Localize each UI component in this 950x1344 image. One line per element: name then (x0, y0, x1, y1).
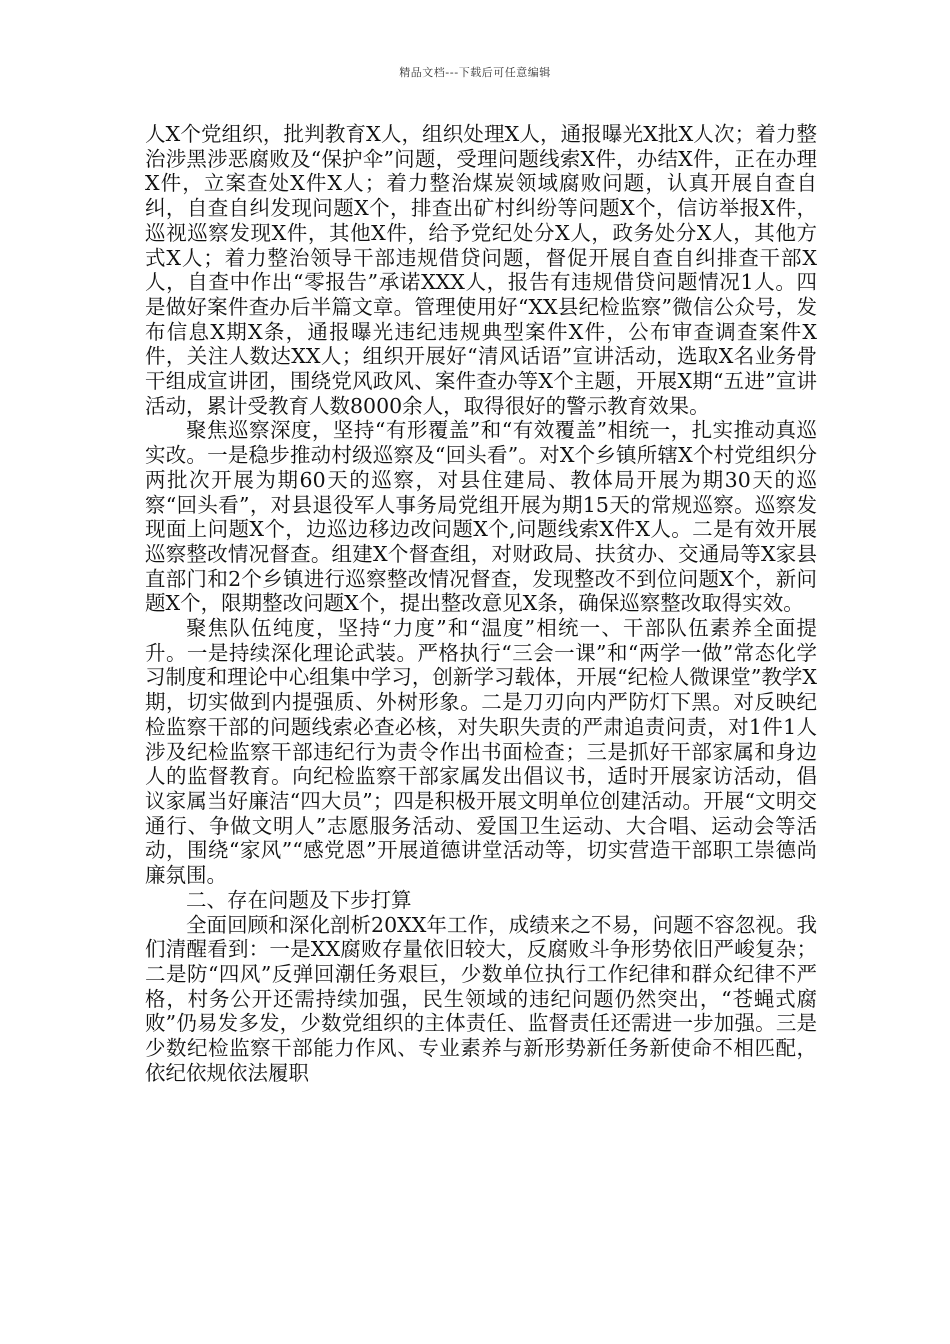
section-heading: 二、存在问题及下步打算 (186, 887, 412, 912)
paragraph-problems: 全面回顾和深化剖析20XX年工作，成绩来之不易，问题不容忽视。我们清醒看到：一是XX腐败存量依旧较大，反腐败斗争形势依旧严峻复杂；二是防“四风”反弹回潮任务艰巨，少数单位执行工作纪律和群众纪律不严格，村务公开还需持续加强，民生领域的违纪问题仍然突出，“苍蝇式腐败”仍易发多发，少数党组织的主体责任、监督责任还需进一步加强。三是少数纪检监察干部能力作风、专业素养与新形势新任务新使命不相匹配，依纪依规依法履职 (145, 912, 817, 1085)
paragraph-team-building: 聚焦队伍纯度，坚持“力度”和“温度”相统一、干部队伍素养全面提升。一是持续深化理论武装。严格执行“三会一课”和“两学一做”常态化学习制度和理论中心组集中学习，创新学习载体，开展“纪检人微课堂”教学X期，切实做到内提强质、外树形象。二是刀刃向内严防灯下黑。对反映纪检监察干部的问题线索必查必核，对失职失责的严肃追责问责，对1件1人涉及纪检监察干部违纪行为责令作出书面检查；三是抓好干部家属和身边人的监督教育。向纪检监察干部家属发出倡议书，适时开展家访活动，倡议家属当好廉洁“四大员”；四是积极开展文明单位创建活动。开展“文明交通行、争做文明人”志愿服务活动、爱国卫生运动、大合唱、运动会等活动，围绕“家风”“感党恩”开展道德讲堂活动等，切实营造干部职工崇德尚廉氛围。 (145, 616, 817, 888)
paragraph-continuation: 人X个党组织，批判教育X人，组织处理X人，通报曝光X批X人次；着力整治涉黑涉恶腐败及“保护伞”问题，受理问题线索X件，办结X件，正在办理X件，立案查处X件X人；着力整治煤炭领域腐败问题，认真开展自查自纠，自查自纠发现问题X个，排查出矿村纠纷等问题X个，信访举报X件，巡视巡察发现X件，其他X件，给予党纪处分X人，政务处分X人，其他方式X人；着力整治领导干部违规借贷问题，督促开展自查自纠排查干部X人，自查中作出“零报告”承诺XXX人，报告有违规借贷问题情况1人。四是做好案件查办后半篇文章。管理使用好“XX县纪检监察”微信公众号，发布信息X期X条，通报曝光违纪违规典型案件X件，公布审查调查案件X件，关注人数达XX人；组织开展好“清风话语”宣讲活动，选取X名业务骨干组成宣讲团，围绕党风政风、案件查办等X个主题，开展X期“五进”宣讲活动，累计受教育人数8000余人，取得很好的警示教育效果。 (145, 122, 817, 418)
paragraph-inspection: 聚焦巡察深度，坚持“有形覆盖”和“有效覆盖”相统一，扎实推动真巡实改。一是稳步推动村级巡察及“回头看”。对X个乡镇所辖X个村党组织分两批次开展为期60天的巡察，对县住建局、教体局开展为期30天的巡察“回头看”，对县退役军人事务局党组开展为期15天的常规巡察。巡察发现面上问题X个，边巡边移边改问题X个,问题线索X件X人。二是有效开展巡察整改情况督查。组建X个督查组，对财政局、扶贫办、交通局等X家县直部门和2个乡镇进行巡察整改情况督查，发现整改不到位问题X个，新问题X个，限期整改问题X个，提出整改意见X条，确保巡察整改取得实效。 (145, 418, 817, 616)
page-header: 精品文档---下载后可任意编辑 (399, 66, 551, 79)
document-body (145, 122, 817, 1085)
